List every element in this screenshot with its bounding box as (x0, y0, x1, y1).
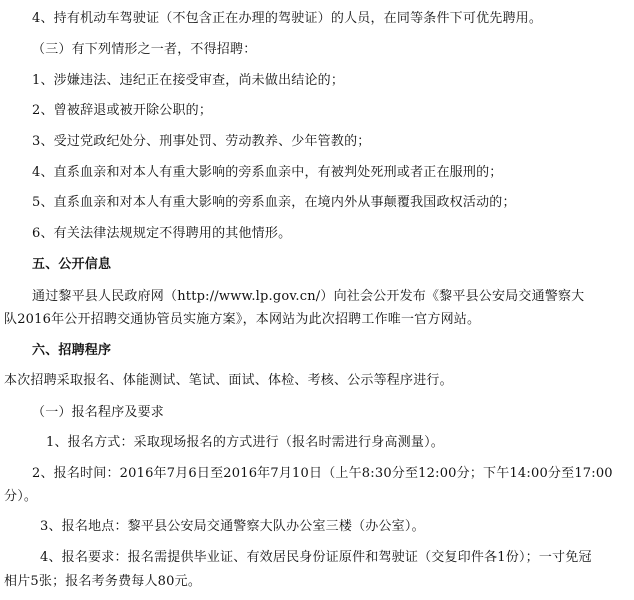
section-heading: （三）有下列情形之一者，不得招聘： (32, 42, 257, 57)
section-heading: 五、公开信息 (32, 257, 112, 272)
text-line: 队2016年公开招聘交通协管员实施方案》，本网站为此次招聘工作唯一官方网站。 (4, 312, 481, 327)
text-line: 本次招聘采取报名、体能测试、笔试、面试、体检、考核、公示等程序进行。 (4, 373, 453, 388)
text-line: 通过黎平县人民政府网（http://www.lp.gov.cn/）向社会公开发布《黎平县公安局交通警察大 (32, 289, 585, 304)
section-heading: 六、招聘程序 (32, 343, 112, 358)
text-line: 分）。 (4, 489, 38, 504)
text-line: 4、直系血亲和对本人有重大影响的旁系血亲中，有被判处死刑或者正在服刑的； (32, 165, 503, 180)
text-line: 3、受过党政纪处分、刑事处罚、劳动教养、少年管教的； (32, 134, 371, 149)
text-line: 3、报名地点：黎平县公安局交通警察大队办公室三楼（办公室）。 (40, 519, 425, 534)
text-line: 6、有关法律法规规定不得聘用的其他情形。 (32, 226, 292, 241)
text-line: 2、报名时间：2016年7月6日至2016年7月10日（上午8:30分至12:00分；下午14:00分至17:00 (32, 466, 613, 481)
text-line: 4、报名要求：报名需提供毕业证、有效居民身份证原件和驾驶证（交复印件各1份）；一寸免冠 (40, 550, 592, 565)
text-line: 1、报名方式：采取现场报名的方式进行（报名时需进行身高测量）。 (46, 435, 444, 450)
text-line: 5、直系血亲和对本人有重大影响的旁系血亲，在境内外从事颠覆我国政权活动的； (32, 195, 516, 210)
text-line: 相片5张；报名考务费每人80元。 (4, 574, 202, 589)
section-heading: （一）报名程序及要求 (32, 405, 165, 420)
text-line: 2、曾被辞退或被开除公职的； (32, 103, 213, 118)
text-line: 4、持有机动车驾驶证（不包含正在办理的驾驶证）的人员，在同等条件下可优先聘用。 (32, 11, 543, 26)
text-line: 1、涉嫌违法、违纪正在接受审查，尚未做出结论的； (32, 73, 345, 88)
